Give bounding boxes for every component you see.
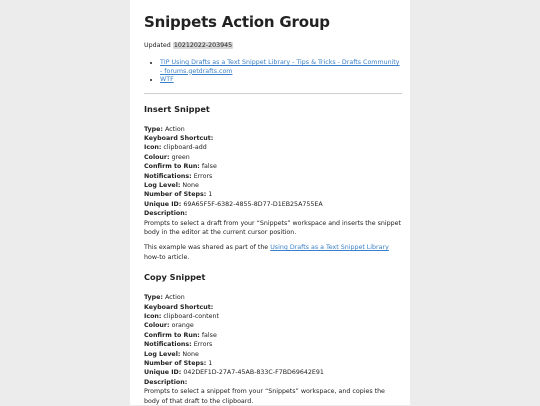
prop-colour: Colour: green — [144, 153, 190, 161]
prop-unique-id: Unique ID: 69A65F5F-6382-4855-8D77-D1EB25A755EA — [144, 200, 323, 208]
description-text: Prompts to select a snippet from your “Snippets” workspace, and copies the body of that draft to the clipboard. — [144, 388, 385, 405]
prop-description: Description: — [144, 210, 188, 218]
prop-description: Description: — [144, 378, 188, 386]
prop-notifications: Notifications: Errors — [144, 172, 213, 180]
divider — [144, 93, 402, 94]
action-section-insert-snippet — [144, 104, 402, 263]
prop-keyboard-shortcut: Keyboard Shortcut: — [144, 303, 214, 311]
action-properties — [144, 125, 402, 219]
prop-colour: Colour: orange — [144, 322, 194, 330]
updated-timestamp: 10212022-203945 — [173, 42, 233, 49]
prop-steps: Number of Steps: 1 — [144, 191, 213, 199]
prop-type: Type: Action — [144, 125, 185, 133]
prop-confirm: Confirm to Run: false — [144, 331, 217, 339]
document-page — [130, 0, 410, 405]
prop-keyboard-shortcut: Keyboard Shortcut: — [144, 134, 214, 142]
updated-label: Updated — [144, 42, 171, 49]
wtf-link[interactable]: WTF — [160, 76, 174, 83]
prop-type: Type: Action — [144, 294, 185, 302]
prop-icon: Icon: clipboard-content — [144, 313, 219, 320]
page-title: Snippets Action Group — [144, 13, 330, 31]
prop-confirm: Confirm to Run: false — [144, 163, 217, 171]
list-item — [160, 76, 402, 85]
updated-line — [144, 41, 402, 50]
section-heading: Copy Snippet — [144, 272, 206, 283]
prop-log-level: Log Level: None — [144, 350, 199, 358]
shared-note: This example was shared as part of the Using Drafts as a Text Snippet Library how-to article. — [144, 244, 389, 261]
prop-notifications: Notifications: Errors — [144, 341, 213, 349]
article-link[interactable]: Using Drafts as a Text Snippet Library — [270, 244, 389, 252]
list-item — [160, 59, 402, 76]
section-heading: Insert Snippet — [144, 103, 210, 114]
prop-icon: Icon: clipboard-add — [144, 144, 207, 152]
action-section-copy-snippet — [144, 272, 402, 406]
prop-steps: Number of Steps: 1 — [144, 360, 213, 368]
prop-unique-id: Unique ID: 042DEF1D-27A7-45AB-833C-F7BD69642E91 — [144, 369, 324, 377]
description-text: Prompts to select a draft from your “Snippets” workspace and inserts the snippet body in the editor at the current cursor position. — [144, 219, 401, 236]
prop-log-level: Log Level: None — [144, 181, 199, 189]
document-content — [144, 12, 402, 406]
tip-link[interactable]: TIP Using Drafts as a Text Snippet Library - Tips & Tricks - Drafts Community - forums.getdrafts.com — [160, 59, 400, 75]
link-list — [144, 59, 402, 85]
action-properties — [144, 293, 402, 387]
